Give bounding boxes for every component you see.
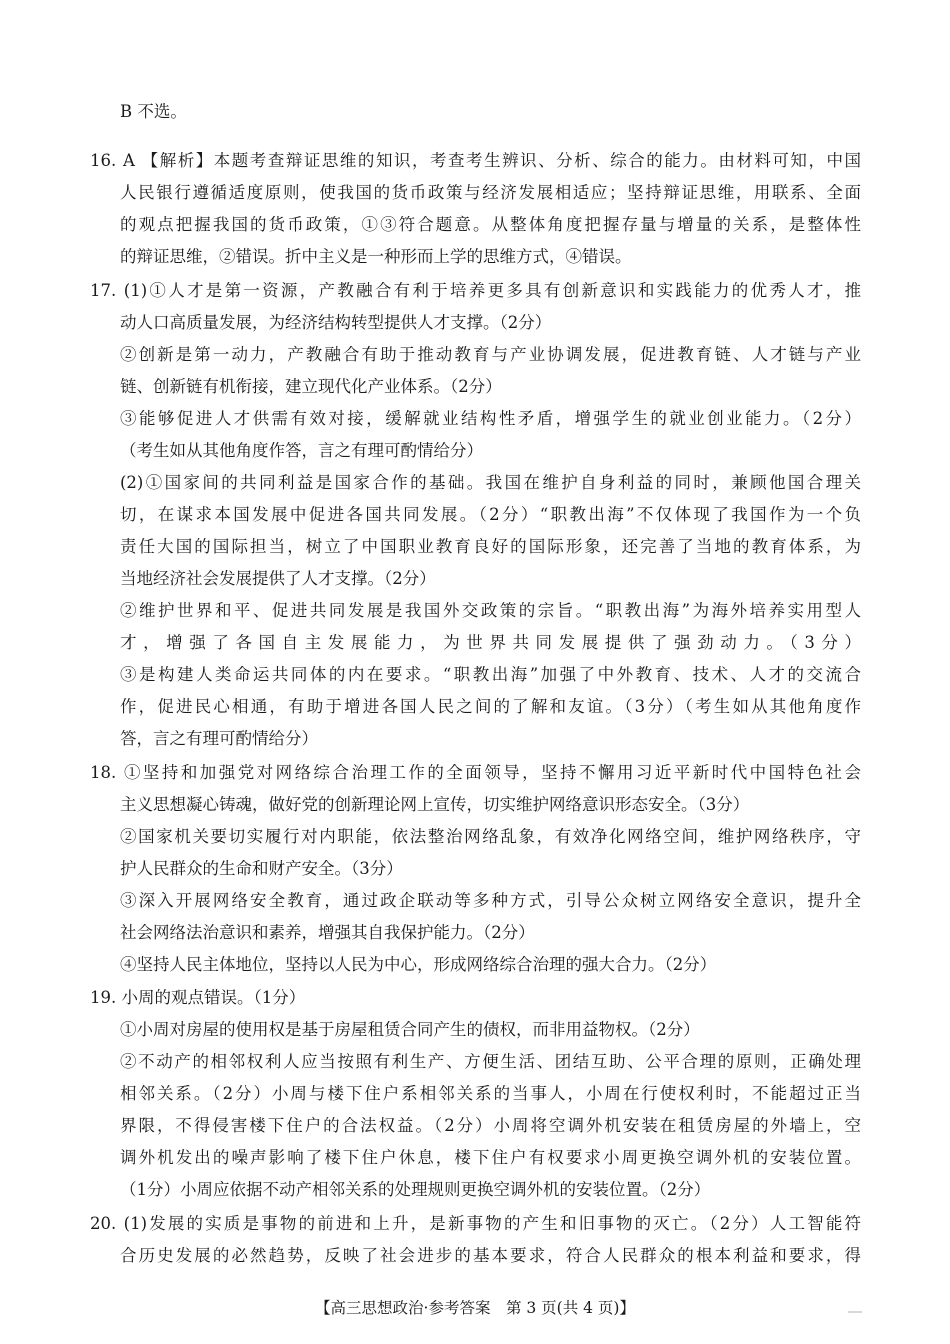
text-line: 切，在谋求本国发展中促进各国共同发展。（2分）“职教出海”不仅体现了我国作为一个负 [120, 505, 861, 524]
text-line: ③深入开展网络安全教育，通过政企联动等多种方式，引导公众树立网络安全意识，提升全 [120, 891, 861, 910]
text-line: 界限，不得侵害楼下住户的合法权益。（2分）小周将空调外机安装在租赁房屋的外墙上，空 [120, 1116, 861, 1135]
text-line: ①小周对房屋的使用权是基于房屋租赁合同产生的债权，而非用益物权。（2分） [120, 1020, 700, 1039]
text-line: ②国家机关要切实履行对内职能，依法整治网络乱象，有效净化网络空间，维护网络秩序，守 [120, 827, 861, 846]
text-line: ②维护世界和平、促进共同发展是我国外交政策的宗旨。“职教出海”为海外培养实用型人 [120, 601, 861, 620]
text-line: ②不动产的相邻权利人应当按照有利生产、方便生活、团结互助、公平合理的原则，正确处理 [120, 1052, 861, 1071]
text-line: 的辩证思维，②错误。折中主义是一种形而上学的思维方式，④错误。 [120, 247, 632, 266]
text-line: 社会网络法治意识和素养，增强其自我保护能力。（2分） [120, 923, 535, 942]
text-line: 合历史发展的必然趋势，反映了社会进步的基本要求，符合人民群众的根本利益和要求，得 [120, 1246, 861, 1265]
text-line: 16. A 【解析】本题考查辩证思维的知识，考查考生辨识、分析、综合的能力。由材料可知，中国 [90, 151, 861, 170]
text-line: 17. (1)①人才是第一资源，产教融合有利于培养更多具有创新意识和实践能力的优秀人才，推 [90, 281, 861, 300]
text-line: 20. (1)发展的实质是事物的前进和上升，是新事物的产生和旧事物的灭亡。（2分）人工智能符 [90, 1214, 861, 1233]
text-line: 的观点把握我国的货币政策，①③符合题意。从整体角度把握存量与增量的关系，是整体性 [120, 215, 861, 234]
text-line: 相邻关系。（2分）小周与楼下住户系相邻关系的当事人，小周在行使权利时，不能超过正当 [120, 1084, 861, 1103]
text-line: ②创新是第一动力，产教融合有助于推动教育与产业协调发展，促进教育链、人才链与产业 [120, 345, 861, 364]
text-line: 19. 小周的观点错误。（1分） [90, 988, 306, 1007]
corner-mark [848, 1311, 862, 1313]
text-line: 护人民群众的生命和财产安全。（3分） [120, 859, 403, 878]
text-line: 人民银行遵循适度原则，使我国的货币政策与经济发展相适应；坚持辩证思维，用联系、全面 [120, 183, 861, 202]
text-line: 答，言之有理可酌情给分） [120, 729, 318, 748]
text-line: 才，增强了各国自主发展能力，为世界共同发展提供了强劲动力。（3分） [120, 633, 861, 652]
text-line: B 不选。 [120, 102, 187, 121]
text-line: （1分）小周应依据不动产相邻关系的处理规则更换空调外机的安装位置。（2分） [120, 1180, 711, 1199]
text-line: 链、创新链有机衔接，建立现代化产业体系。（2分） [120, 377, 502, 396]
text-line: 责任大国的国际担当，树立了中国职业教育良好的国际形象，还完善了当地的教育体系，为 [120, 537, 861, 556]
text-line: ③能够促进人才供需有效对接，缓解就业结构性矛盾，增强学生的就业创业能力。（2分） [120, 409, 861, 428]
page-footer: 【高三思想政治·参考答案 第 3 页(共 4 页)】 [315, 1299, 635, 1317]
text-line: 18. ①坚持和加强党对网络综合治理工作的全面领导，坚持不懈用习近平新时代中国特色社会 [90, 763, 861, 782]
text-line: ③是构建人类命运共同体的内在要求。“职教出海”加强了中外教育、技术、人才的交流合 [120, 665, 861, 684]
text-line: 动人口高质量发展，为经济结构转型提供人才支撑。（2分） [120, 313, 552, 332]
text-line: (2)①国家间的共同利益是国家合作的基础。我国在维护自身利益的同时，兼顾他国合理关 [120, 473, 861, 492]
text-line: （考生如从其他角度作答，言之有理可酌情给分） [120, 441, 483, 460]
text-line: 作，促进民心相通，有助于增进各国人民之间的了解和友谊。（3分）（考生如从其他角度作 [120, 697, 861, 716]
text-line: ④坚持人民主体地位，坚持以人民为中心，形成网络综合治理的强大合力。（2分） [120, 955, 717, 974]
text-line: 当地经济社会发展提供了人才支撑。（2分） [120, 569, 436, 588]
text-line: 主义思想凝心铸魂，做好党的创新理论网上宣传，切实维护网络意识形态安全。（3分） [120, 795, 750, 814]
text-line: 调外机发出的噪声影响了楼下住户休息，楼下住户有权要求小周更换空调外机的安装位置。 [120, 1148, 861, 1167]
